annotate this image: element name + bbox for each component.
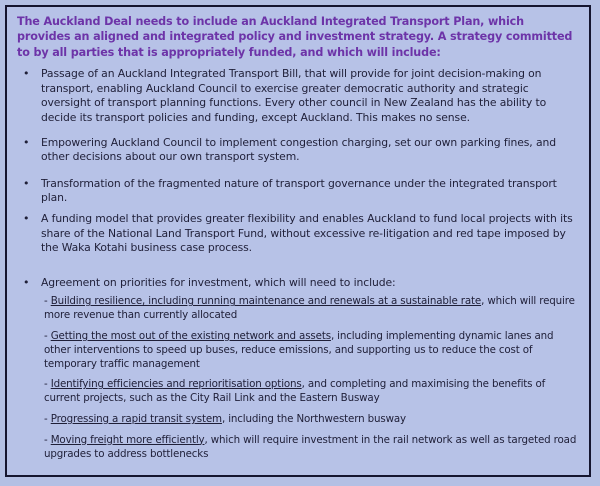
list-item xyxy=(17,67,580,125)
sublist-item xyxy=(44,434,580,462)
sublist-item-text: , and completing and maximising the benefits of current projects, such as the City Rail Link and the Eastern Busway xyxy=(44,378,546,405)
list-item xyxy=(17,212,580,256)
sublist-item-heading: Progressing a rapid transit system xyxy=(50,412,222,425)
sublist-item-text: , which will require more revenue than currently allocated xyxy=(44,295,575,322)
priority-sublist xyxy=(41,295,580,461)
list-item xyxy=(17,276,580,462)
sublist-item-text: , including implementing dynamic lanes and other interventions to speed up buses, reduce emissions, and supporting us to reduce the cost of temporary traffic management xyxy=(44,329,554,370)
sublist-dash: - xyxy=(44,378,51,391)
sublist-item xyxy=(44,378,580,406)
sublist-item xyxy=(44,295,580,323)
bullet-icon: • xyxy=(23,275,30,289)
sublist-dash: - xyxy=(44,329,51,342)
list-item-text: Passage of an Auckland Integrated Transport Bill, that will provide for joint decision-making on transport, enabling Auckland Council to exercise greater democratic authority and strategic oversight of transport planning functions. Every other council in New Zealand has the ability to decide its transport policies and funding, except Auckland. This makes no sense. xyxy=(41,67,547,124)
sublist-item xyxy=(44,330,580,371)
sublist-item-heading: Building resilience, including running maintenance and renewals at a sustainable rate xyxy=(50,295,482,308)
sublist-item-heading: Moving freight more efficiently xyxy=(50,433,205,446)
list-item-text: Empowering Auckland Council to implement congestion charging, set our own parking fines, and other decisions about our own transport system. xyxy=(41,135,556,164)
sublist-item-heading: Getting the most out of the existing network and assets xyxy=(50,329,331,342)
bullet-icon: • xyxy=(23,211,30,225)
bullet-icon: • xyxy=(23,67,30,81)
list-item-text: Transformation of the fragmented nature of transport governance under the integrated transport plan. xyxy=(41,176,557,205)
list-item-text: Agreement on priorities for investment, which will need to include: xyxy=(41,275,396,289)
sublist-dash: - xyxy=(44,295,51,308)
bullet-icon: • xyxy=(23,135,30,149)
list-item xyxy=(17,177,580,206)
sublist-item-heading: Identifying efficiencies and reprioritisation options xyxy=(50,378,302,391)
sublist-item-text: , which will require investment in the rail network as well as targeted road upgrades to address bottlenecks xyxy=(44,433,577,460)
policy-box xyxy=(5,5,591,477)
intro-heading: The Auckland Deal needs to include an Auckland Integrated Transport Plan, which provides an aligned and integrated policy and investment strategy. A strategy committed to by all parties that is appropriately funded, and which will include: xyxy=(17,15,573,59)
sublist-item xyxy=(44,413,580,427)
policy-list xyxy=(17,67,580,461)
bullet-icon: • xyxy=(23,176,30,190)
sublist-item-text: , including the Northwestern busway xyxy=(221,412,406,425)
list-item-text: A funding model that provides greater flexibility and enables Auckland to fund local projects with its share of the National Land Transport Fund, without excessive re-litigation and red tape imposed by the Waka Kotahi business case process. xyxy=(41,211,573,255)
sublist-dash: - xyxy=(44,433,51,446)
list-item xyxy=(17,136,580,165)
sublist-dash: - xyxy=(44,412,51,425)
